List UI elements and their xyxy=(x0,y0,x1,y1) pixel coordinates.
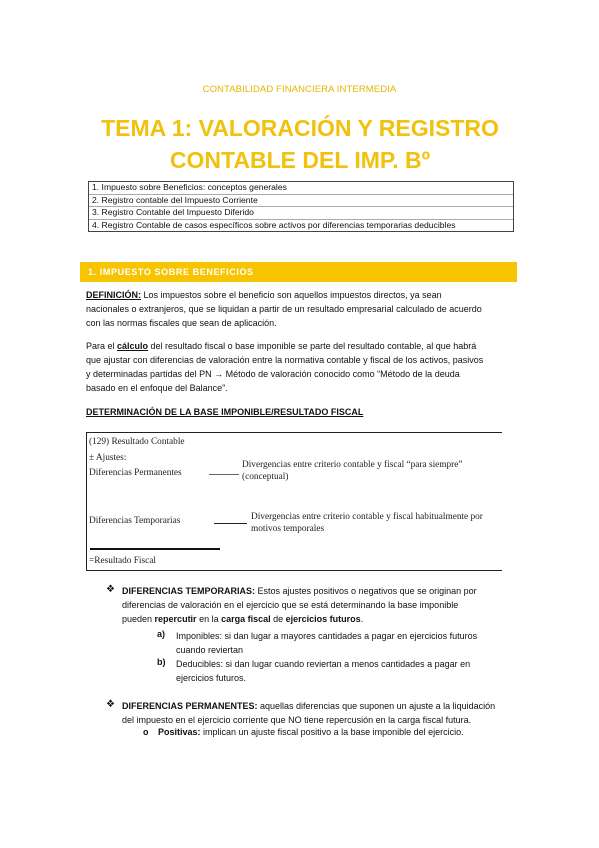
list-marker-a: a) xyxy=(157,629,166,639)
temporarias-text: pueden xyxy=(122,614,155,624)
diagram-desc-temporarias-2: motivos temporales xyxy=(251,524,325,534)
base-imponible-diagram xyxy=(86,426,502,571)
diagram-bottom-rule xyxy=(86,570,502,571)
title-line-2: CONTABLE DEL IMP. Bº xyxy=(169,147,431,173)
diagram-row-resultado-contable: (129) Resultado Contable xyxy=(89,437,185,447)
definition-text: con las normas fiscales que sean de aplicación. xyxy=(86,318,277,328)
diagram-connector xyxy=(214,523,247,524)
diagram-connector xyxy=(209,474,239,475)
keyword: repercutir xyxy=(154,614,197,624)
temporarias-paragraph xyxy=(122,584,516,626)
permanentes-text: del impuesto en el ejercicio corriente que NO tiene repercusión en la carga fiscal futura. xyxy=(122,715,472,725)
definition-text: Los impuestos sobre el beneficio son aquellos impuestos directos, ya sean xyxy=(141,290,442,300)
diagram-row-permanentes: Diferencias Permanentes xyxy=(89,468,182,478)
diagram-row-resultado-fiscal: =Resultado Fiscal xyxy=(89,556,156,566)
definition-label: DEFINICIÓN: xyxy=(86,290,141,300)
deducibles-item xyxy=(176,657,516,685)
section-banner xyxy=(80,262,517,282)
diagram-top-rule xyxy=(86,432,502,433)
document-subject: CONTABILIDAD FINANCIERA INTERMEDIA xyxy=(202,84,397,95)
diagram-desc-permanentes-2: (conceptual) xyxy=(242,472,289,482)
imponibles-text: cuando reviertan xyxy=(176,645,244,655)
calc-text: basado en el enfoque del Balance”. xyxy=(86,383,228,393)
imponibles-text: Imponibles: si dan lugar a mayores cantidades a pagar en ejercicios futuros xyxy=(176,631,478,641)
permanentes-label: DIFERENCIAS PERMANENTES: xyxy=(122,701,258,711)
bullet-marker: ❖ xyxy=(106,584,115,595)
permanentes-paragraph xyxy=(122,699,516,727)
permanentes-text: aquellas diferencias que suponen un ajuste a la liquidación xyxy=(257,701,496,711)
toc-item: 4. Registro Contable de casos específicos sobre activos por diferencias temporarias deducibles xyxy=(92,219,456,230)
deducibles-text: ejercicios futuros. xyxy=(176,673,247,683)
positivas-text: implican un ajuste fiscal positivo a la base imponible del ejercicio. xyxy=(200,727,464,737)
page-title xyxy=(60,112,540,176)
toc-item: 3. Registro Contable del Impuesto Diferido xyxy=(89,207,513,220)
definition-paragraph xyxy=(86,288,516,330)
calculation-paragraph xyxy=(86,339,516,395)
list-marker-b: b) xyxy=(157,657,166,667)
diagram-total-rule xyxy=(90,548,220,550)
keyword: ejercicios futuros xyxy=(285,614,361,624)
diagram-desc-temporarias-1: Divergencias entre criterio contable y fiscal habitualmente por xyxy=(251,512,483,522)
toc-item: 1. Impuesto sobre Beneficios: conceptos generales xyxy=(89,182,513,195)
calc-text: que ajustar con diferencias de valoración entre la normativa contable y fiscal de los activos, pasivos xyxy=(86,355,484,365)
temporarias-text: de xyxy=(270,614,286,624)
positivas-label: Positivas: xyxy=(158,727,201,737)
toc-item: 2. Registro contable del Impuesto Corriente xyxy=(89,195,513,208)
bullet-marker: ❖ xyxy=(106,699,115,710)
diagram-row-temporarias: Diferencias Temporarias xyxy=(89,516,181,526)
diagram-desc-permanentes-1: Divergencias entre criterio contable y fiscal “para siempre” xyxy=(242,460,463,470)
section-banner-label: 1. IMPUESTO SOBRE BENEFICIOS xyxy=(88,267,254,277)
list-marker-o: o xyxy=(143,727,149,737)
imponibles-item xyxy=(176,629,516,657)
subheading: DETERMINACIÓN DE LA BASE IMPONIBLE/RESULTADO FISCAL xyxy=(86,407,364,417)
title-line-1: TEMA 1: VALORACIÓN Y REGISTRO xyxy=(101,115,499,141)
positivas-item xyxy=(158,727,464,737)
temporarias-label: DIFERENCIAS TEMPORARIAS: xyxy=(122,586,256,596)
table-of-contents xyxy=(88,181,514,232)
deducibles-text: Deducibles: si dan lugar cuando reviertan a menos cantidades a pagar en xyxy=(176,659,471,669)
temporarias-text: en la xyxy=(196,614,222,624)
temporarias-text: diferencias de valoración en el ejercicio que se está determinando la base imponible xyxy=(122,600,459,610)
keyword: carga fiscal xyxy=(221,614,271,624)
temporarias-text: Estos ajustes positivos o negativos que se originan por xyxy=(255,586,477,596)
diagram-row-ajustes: ± Ajustes: xyxy=(89,453,127,463)
temporarias-text: . xyxy=(360,614,364,624)
calc-keyword: cálculo xyxy=(117,341,149,351)
diagram-left-rule xyxy=(86,432,87,570)
calc-text: y determinadas partidas del PN → Método de valoración conocido como “Método de la deuda xyxy=(86,369,460,379)
definition-text: nacionales o extranjeros, que se liquidan a partir de un resultado empresarial calculado de acuerdo xyxy=(86,304,482,314)
calc-text: Para el xyxy=(86,341,118,351)
calc-text: del resultado fiscal o base imponible se parte del resultado contable, al que habrá xyxy=(148,341,477,351)
